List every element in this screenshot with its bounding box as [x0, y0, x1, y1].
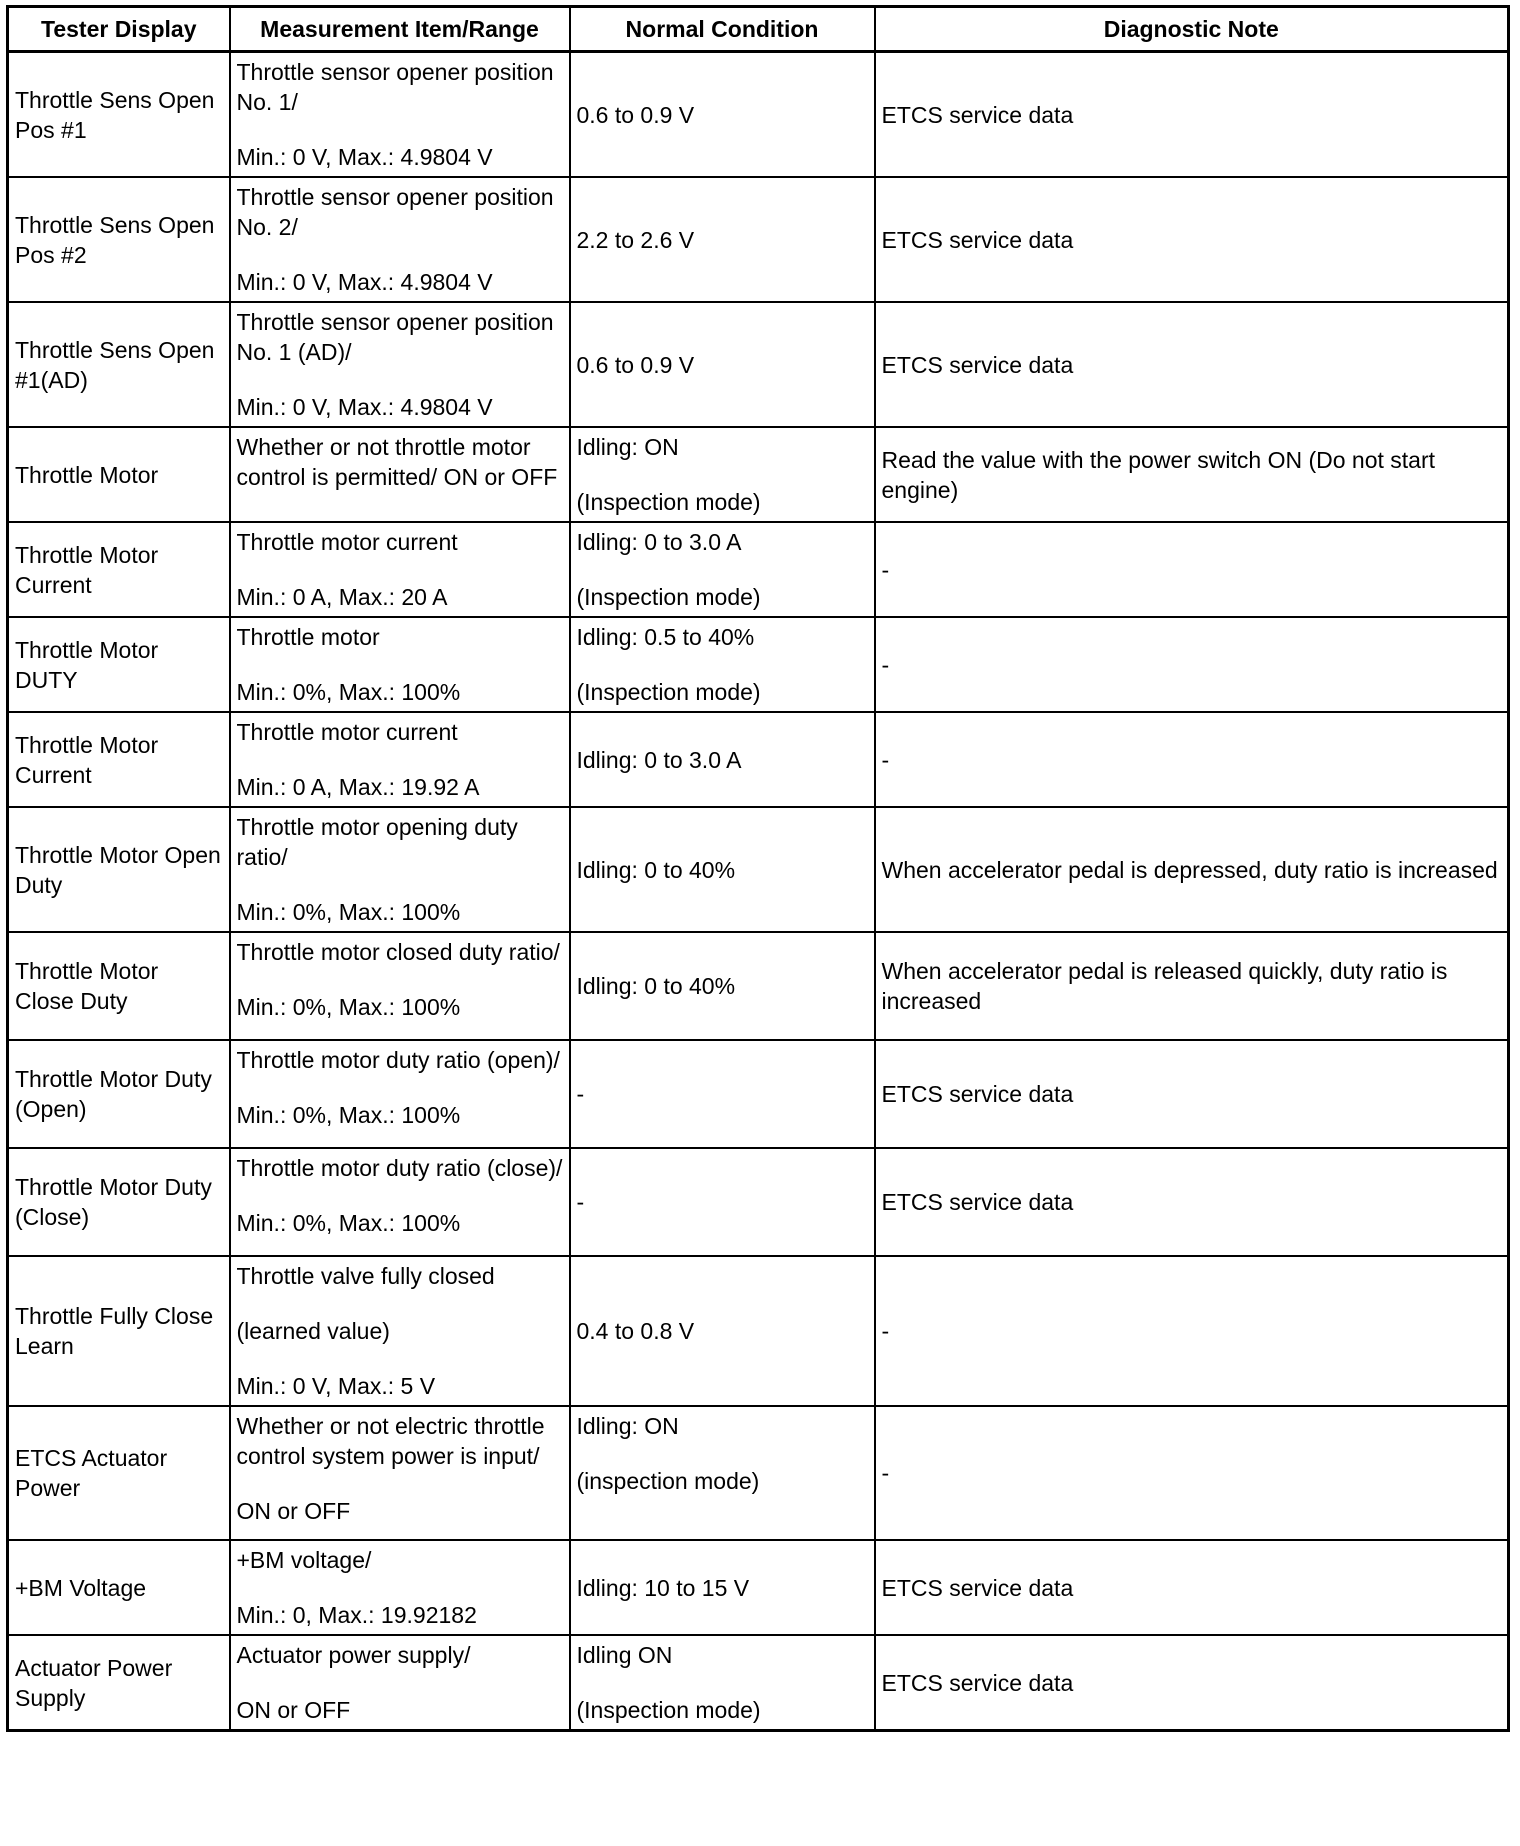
- header-diagnostic-note: Diagnostic Note: [875, 7, 1509, 52]
- cell-normal-condition: [570, 1635, 875, 1731]
- table-row: [8, 1635, 1509, 1731]
- cell-diagnostic-note: -: [875, 1406, 1509, 1540]
- range-line: ON or OFF: [236, 1498, 351, 1524]
- cell-tester-display: Throttle Motor Duty (Open): [8, 1040, 230, 1148]
- range-line: Min.: 0 A, Max.: 19.92 A: [236, 774, 480, 800]
- header-measurement-item-range: Measurement Item/Range: [230, 7, 570, 52]
- table-row: [8, 1406, 1509, 1540]
- condition-line: 0.4 to 0.8 V: [576, 1318, 695, 1344]
- cell-measurement-range: [230, 1148, 570, 1256]
- cell-normal-condition: [570, 807, 875, 932]
- cell-diagnostic-note: ETCS service data: [875, 302, 1509, 427]
- condition-line: (Inspection mode): [576, 584, 761, 610]
- range-line: Min.: 0 V, Max.: 4.9804 V: [236, 394, 493, 420]
- cell-tester-display: ETCS Actuator Power: [8, 1406, 230, 1540]
- range-line: ON or OFF: [236, 1697, 351, 1723]
- cell-diagnostic-note: When accelerator pedal is depressed, duty ratio is increased: [875, 807, 1509, 932]
- cell-tester-display: Actuator Power Supply: [8, 1635, 230, 1731]
- condition-line: Idling: 0.5 to 40%: [576, 624, 755, 650]
- cell-diagnostic-note: ETCS service data: [875, 1635, 1509, 1731]
- cell-diagnostic-note: -: [875, 712, 1509, 807]
- table-row: [8, 52, 1509, 178]
- cell-measurement-range: [230, 52, 570, 178]
- cell-measurement-range: [230, 1040, 570, 1148]
- range-line: Throttle motor: [236, 624, 380, 650]
- cell-measurement-range: [230, 712, 570, 807]
- cell-tester-display: Throttle Sens Open #1(AD): [8, 302, 230, 427]
- range-line: Throttle motor current: [236, 529, 458, 555]
- cell-diagnostic-note: ETCS service data: [875, 52, 1509, 178]
- header-tester-display: Tester Display: [8, 7, 230, 52]
- condition-line: Idling: 0 to 40%: [576, 973, 736, 999]
- cell-tester-display: Throttle Motor: [8, 427, 230, 522]
- condition-line: (Inspection mode): [576, 679, 761, 705]
- cell-normal-condition: [570, 302, 875, 427]
- range-line: Throttle motor closed duty ratio/: [236, 939, 560, 965]
- cell-normal-condition: [570, 1040, 875, 1148]
- condition-line: 0.6 to 0.9 V: [576, 351, 695, 378]
- cell-diagnostic-note: ETCS service data: [875, 1540, 1509, 1635]
- table-row: [8, 712, 1509, 807]
- cell-tester-display: Throttle Motor Close Duty: [8, 932, 230, 1040]
- range-line: Min.: 0%, Max.: 100%: [236, 1102, 461, 1128]
- range-line: Throttle motor duty ratio (open)/: [236, 1047, 560, 1073]
- condition-line: (Inspection mode): [576, 489, 761, 515]
- cell-tester-display: Throttle Fully Close Learn: [8, 1256, 230, 1406]
- cell-tester-display: Throttle Motor Open Duty: [8, 807, 230, 932]
- cell-measurement-range: [230, 932, 570, 1040]
- cell-tester-display: Throttle Motor Duty (Close): [8, 1148, 230, 1256]
- cell-measurement-range: [230, 617, 570, 712]
- condition-line: 2.2 to 2.6 V: [576, 226, 695, 253]
- range-line: Min.: 0 V, Max.: 4.9804 V: [236, 269, 493, 295]
- range-line: Throttle valve fully closed: [236, 1263, 495, 1289]
- range-line: Min.: 0%, Max.: 100%: [236, 1210, 461, 1236]
- cell-diagnostic-note: When accelerator pedal is released quickly, duty ratio is increased: [875, 932, 1509, 1040]
- cell-diagnostic-note: Read the value with the power switch ON (Do not start engine): [875, 427, 1509, 522]
- condition-line: Idling: ON: [576, 1413, 679, 1439]
- table-row: [8, 177, 1509, 302]
- table-row: [8, 522, 1509, 617]
- condition-line: -: [576, 1189, 585, 1215]
- cell-diagnostic-note: ETCS service data: [875, 1148, 1509, 1256]
- range-line: Throttle sensor opener position No. 1/: [236, 59, 554, 115]
- condition-line: Idling: 0 to 3.0 A: [576, 746, 742, 773]
- cell-diagnostic-note: ETCS service data: [875, 177, 1509, 302]
- range-line: Whether or not throttle motor control is permitted/ ON or OFF: [236, 434, 558, 490]
- cell-measurement-range: [230, 807, 570, 932]
- range-line: Min.: 0 A, Max.: 20 A: [236, 584, 448, 610]
- condition-line: Idling: 10 to 15 V: [576, 1574, 750, 1601]
- cell-normal-condition: [570, 1406, 875, 1540]
- cell-measurement-range: [230, 522, 570, 617]
- table-row: [8, 302, 1509, 427]
- range-line: Min.: 0, Max.: 19.92182: [236, 1602, 477, 1628]
- cell-measurement-range: [230, 302, 570, 427]
- condition-line: Idling: 0 to 3.0 A: [576, 529, 742, 555]
- condition-line: (Inspection mode): [576, 1697, 761, 1723]
- range-line: Min.: 0%, Max.: 100%: [236, 899, 461, 925]
- cell-measurement-range: [230, 1540, 570, 1635]
- cell-measurement-range: [230, 1635, 570, 1731]
- cell-normal-condition: [570, 1540, 875, 1635]
- cell-normal-condition: [570, 1256, 875, 1406]
- range-line: Min.: 0%, Max.: 100%: [236, 679, 461, 705]
- range-line: Actuator power supply/: [236, 1642, 471, 1668]
- header-normal-condition: Normal Condition: [570, 7, 875, 52]
- cell-tester-display: Throttle Sens Open Pos #2: [8, 177, 230, 302]
- cell-diagnostic-note: -: [875, 1256, 1509, 1406]
- condition-line: 0.6 to 0.9 V: [576, 101, 695, 128]
- range-line: Throttle sensor opener position No. 1 (AD)/: [236, 309, 554, 365]
- cell-normal-condition: [570, 712, 875, 807]
- range-line: Throttle motor duty ratio (close)/: [236, 1155, 563, 1181]
- cell-normal-condition: [570, 177, 875, 302]
- table-row: [8, 807, 1509, 932]
- range-line: (learned value): [236, 1318, 390, 1344]
- range-line: Min.: 0%, Max.: 100%: [236, 994, 461, 1020]
- cell-tester-display: +BM Voltage: [8, 1540, 230, 1635]
- diagnostic-data-table: [6, 5, 1510, 1732]
- cell-diagnostic-note: ETCS service data: [875, 1040, 1509, 1148]
- cell-measurement-range: [230, 177, 570, 302]
- cell-measurement-range: [230, 1256, 570, 1406]
- range-line: Throttle motor opening duty ratio/: [236, 814, 518, 870]
- cell-tester-display: Throttle Motor DUTY: [8, 617, 230, 712]
- table-row: [8, 617, 1509, 712]
- table-row: [8, 1256, 1509, 1406]
- cell-normal-condition: [570, 52, 875, 178]
- table-row: [8, 1540, 1509, 1635]
- condition-line: (inspection mode): [576, 1468, 760, 1494]
- range-line: Whether or not electric throttle control system power is input/: [236, 1413, 545, 1469]
- cell-normal-condition: [570, 617, 875, 712]
- cell-tester-display: Throttle Motor Current: [8, 522, 230, 617]
- cell-tester-display: Throttle Motor Current: [8, 712, 230, 807]
- table-row: [8, 1148, 1509, 1256]
- range-line: +BM voltage/: [236, 1547, 372, 1573]
- table-header-row: [8, 7, 1509, 52]
- table-row: [8, 932, 1509, 1040]
- table-row: [8, 427, 1509, 522]
- cell-measurement-range: [230, 427, 570, 522]
- cell-normal-condition: [570, 1148, 875, 1256]
- cell-diagnostic-note: -: [875, 522, 1509, 617]
- cell-diagnostic-note: -: [875, 617, 1509, 712]
- cell-normal-condition: [570, 932, 875, 1040]
- range-line: Min.: 0 V, Max.: 4.9804 V: [236, 144, 493, 170]
- condition-line: Idling: 0 to 40%: [576, 856, 736, 883]
- table-row: [8, 1040, 1509, 1148]
- cell-tester-display: Throttle Sens Open Pos #1: [8, 52, 230, 178]
- cell-normal-condition: [570, 522, 875, 617]
- range-line: Min.: 0 V, Max.: 5 V: [236, 1373, 436, 1399]
- table-body: [8, 52, 1509, 1731]
- cell-normal-condition: [570, 427, 875, 522]
- condition-line: Idling ON: [576, 1642, 673, 1668]
- range-line: Throttle motor current: [236, 719, 458, 745]
- condition-line: Idling: ON: [576, 434, 679, 460]
- condition-line: -: [576, 1081, 585, 1107]
- range-line: Throttle sensor opener position No. 2/: [236, 184, 554, 240]
- cell-measurement-range: [230, 1406, 570, 1540]
